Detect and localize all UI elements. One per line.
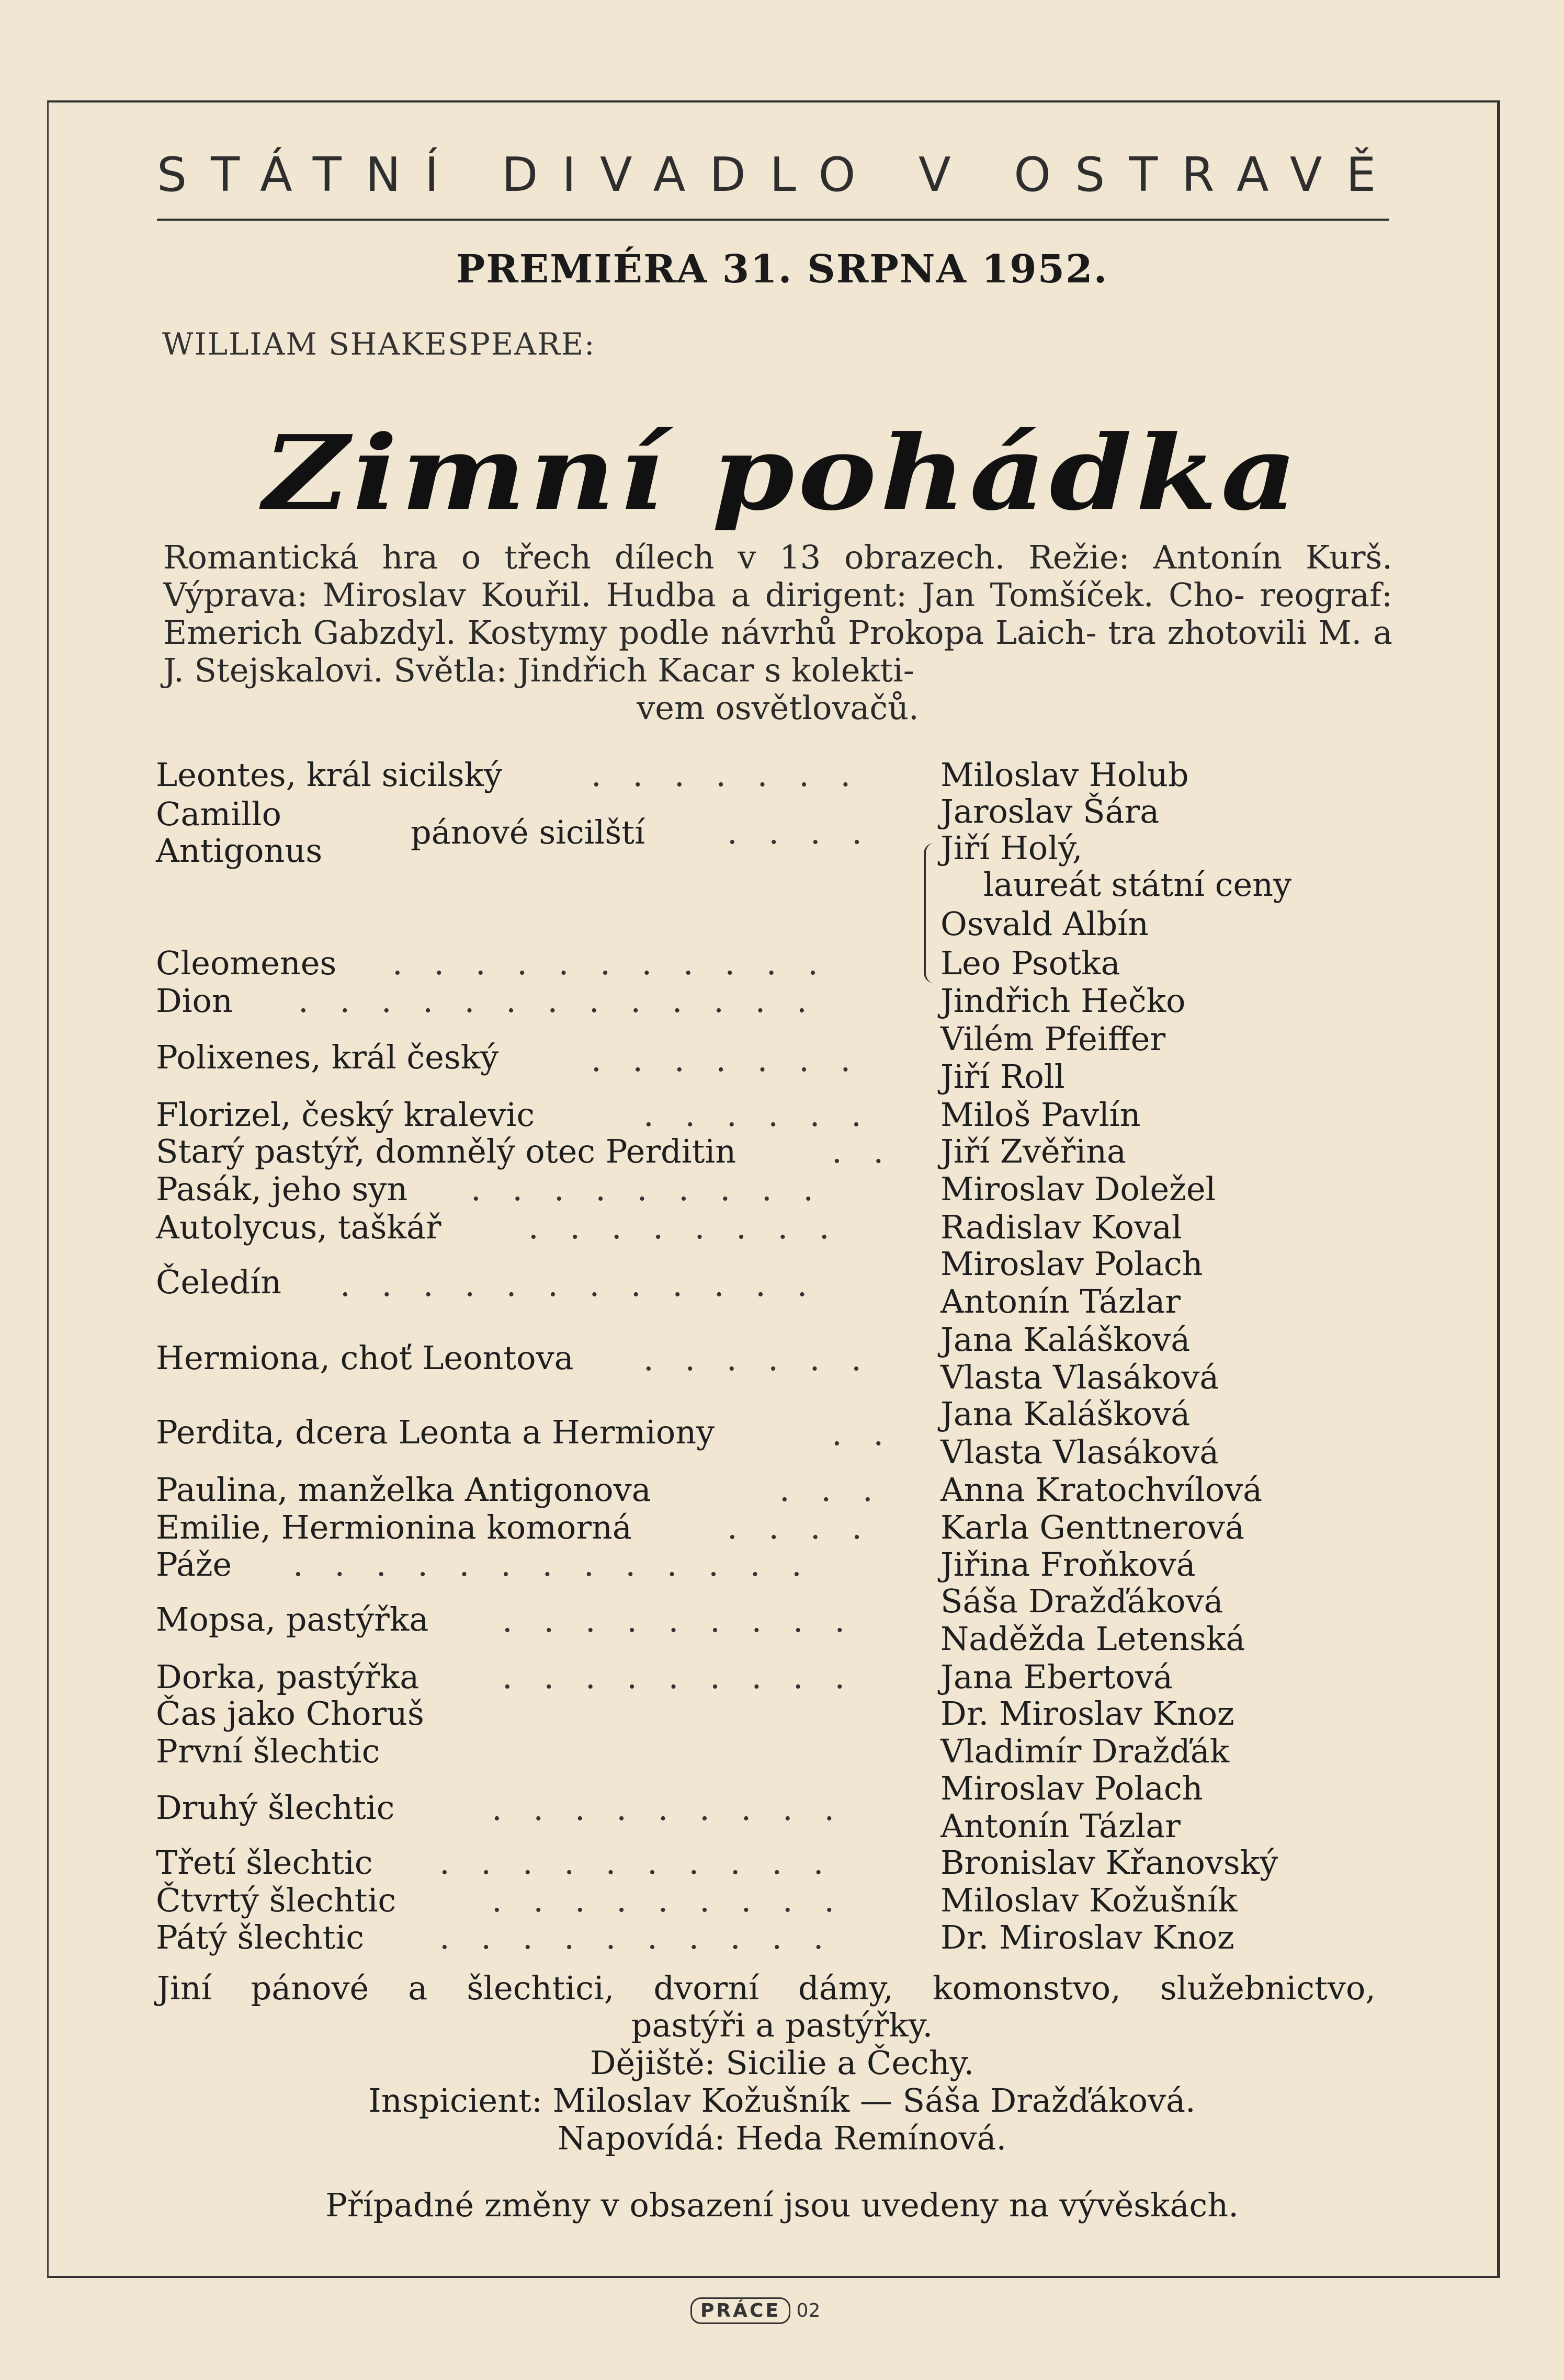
- actor-name: Jiří Holý,: [940, 829, 1083, 867]
- prompter: Napovídá: Heda Remínová.: [557, 2119, 1007, 2157]
- print-code: 02: [796, 2300, 821, 2321]
- role-name: Pasák, jeho syn: [156, 1170, 408, 1208]
- leader-dots: . . . . . . . . .: [502, 1601, 856, 1639]
- role-name: Páže: [156, 1545, 232, 1584]
- actor-name: Jana Ebertová: [940, 1658, 1173, 1696]
- role-name: Druhý šlechtic: [156, 1789, 395, 1827]
- print-mark: [690, 2300, 820, 2321]
- role-name: Dion: [156, 982, 233, 1020]
- author: WILLIAM SHAKESPEARE:: [162, 326, 596, 362]
- leader-dots: . . . . . .: [643, 1096, 872, 1134]
- role-name: Antigonus: [156, 832, 323, 870]
- role-name: Paulina, manželka Antigonova: [156, 1471, 651, 1509]
- actor-name: Anna Kratochvílová: [940, 1471, 1263, 1509]
- actor-name: Miroslav Polach: [940, 1245, 1203, 1283]
- brace: [924, 843, 937, 983]
- actor-name: Miroslav Polach: [940, 1769, 1203, 1807]
- credits-line: reograf: Emerich Gabzdyl. Kostymy podle návrhů Prokopa Laich-: [163, 576, 1392, 652]
- production-credits: [163, 539, 1392, 727]
- leader-dots: . . . . . . . . . . . . .: [293, 1545, 812, 1584]
- actor-name: Vladimír Dražďák: [940, 1732, 1230, 1770]
- leader-dots: . .: [832, 1415, 894, 1453]
- credits-line: tra zhotovili M. a J. Stejskalovi. Světla: Jindřich Kacar s kolekti-: [163, 613, 1392, 689]
- actor-name: Antonín Tázlar: [940, 1807, 1181, 1845]
- leader-dots: . . . . . . . . .: [492, 1881, 845, 1919]
- role-name: Dorka, pastýřka: [156, 1658, 420, 1696]
- actor-name: Jana Kalášková: [940, 1320, 1191, 1359]
- role-name: Camillo: [156, 795, 282, 833]
- actor-name: Jiří Roll: [940, 1057, 1065, 1096]
- leader-dots: . . . . . . . . . .: [439, 1918, 834, 1956]
- theatre-name: STÁTNÍ DIVADLO V OSTRAVĚ: [157, 147, 1400, 202]
- leader-dots: . . . . . . . . .: [502, 1658, 856, 1696]
- role-name: Mopsa, pastýřka: [156, 1600, 429, 1638]
- actor-name: Miroslav Doležel: [940, 1170, 1216, 1208]
- actor-name: Jana Kalášková: [940, 1395, 1191, 1433]
- leader-dots: . . . . . . . .: [528, 1208, 840, 1246]
- leader-dots: . . .: [779, 1471, 883, 1509]
- role-name: Perdita, dcera Leonta a Hermiony: [156, 1413, 715, 1451]
- actor-name: Vlasta Vlasáková: [940, 1358, 1219, 1396]
- leader-dots: . . . . . . . . . .: [439, 1843, 834, 1882]
- leader-dots: . . . . . . .: [591, 756, 862, 794]
- actor-name: Karla Genttnerová: [940, 1508, 1244, 1546]
- role-name: Florizel, český kralevic: [156, 1096, 535, 1134]
- role-name: Třetí šlechtic: [156, 1843, 373, 1882]
- leader-dots: . . . .: [727, 1508, 872, 1546]
- actor-name: Radislav Koval: [940, 1208, 1182, 1246]
- extras-line: pastýři a pastýřky.: [631, 2006, 933, 2044]
- play-title: Zimní pohádka: [263, 413, 1301, 533]
- role-name: Emilie, Hermionina komorná: [156, 1508, 632, 1546]
- actor-note: laureát státní ceny: [983, 866, 1292, 904]
- leader-dots: . . . . . . . . . . . . .: [298, 982, 818, 1020]
- actor-name: Dr. Miroslav Knoz: [940, 1918, 1234, 1956]
- actor-name: Dr. Miroslav Knoz: [940, 1694, 1234, 1733]
- header-rule: [157, 219, 1389, 221]
- role-name: Čeledín: [156, 1263, 282, 1301]
- credits-line: vem osvětlovačů.: [637, 689, 919, 727]
- setting: Dějiště: Sicilie a Čechy.: [590, 2044, 974, 2082]
- leader-dots: . . . . . . . . .: [492, 1790, 845, 1828]
- leader-dots: . . . .: [727, 813, 872, 851]
- role-name: Leontes, král sicilský: [156, 756, 503, 794]
- role-name: První šlechtic: [156, 1732, 380, 1770]
- credits-line: Výprava: Miroslav Kouřil. Hudba a dirigent: Jan Tomšíček. Cho-: [163, 576, 1245, 614]
- premiere-date: PREMIÉRA 31. SRPNA 1952.: [456, 247, 1108, 292]
- credits-line: Romantická hra o třech dílech v 13 obrazech. Režie: Antonín Kurš.: [163, 538, 1392, 576]
- actor-name: Osvald Albín: [940, 905, 1149, 943]
- actor-name: Miloslav Kožušník: [940, 1881, 1238, 1919]
- actor-name: Leo Psotka: [940, 944, 1120, 982]
- role-group: pánové sicilští: [411, 813, 645, 851]
- extras-line: Jiní pánové a šlechtici, dvorní dámy, komonstvo, služebnictvo,: [157, 1969, 1376, 2007]
- leader-dots: . .: [832, 1132, 894, 1170]
- role-name: Starý pastýř, domnělý otec Perditin: [156, 1132, 736, 1170]
- actor-name: Bronislav Křanovský: [940, 1843, 1278, 1882]
- role-name: Autolycus, taškář: [156, 1208, 441, 1246]
- role-name: Pátý šlechtic: [156, 1918, 365, 1956]
- cast-change-notice: Případné změny v obsazení jsou uvedeny na vývěskách.: [325, 2186, 1239, 2224]
- actor-name: Miloš Pavlín: [940, 1096, 1141, 1134]
- actor-name: Jiřina Froňková: [940, 1545, 1196, 1584]
- leader-dots: . . . . . . . . .: [471, 1170, 824, 1208]
- role-name: Polixenes, král český: [156, 1038, 499, 1076]
- actor-name: Miloslav Holub: [940, 756, 1189, 794]
- role-name: Čas jako Choruš: [156, 1694, 424, 1733]
- actor-name: Vilém Pfeiffer: [940, 1020, 1166, 1058]
- actor-name: Sáša Dražďáková: [940, 1582, 1223, 1620]
- actor-name: Antonín Tázlar: [940, 1282, 1181, 1320]
- leader-dots: . . . . . . . . . . . .: [340, 1266, 818, 1304]
- role-name: Čtvrtý šlechtic: [156, 1881, 396, 1919]
- actor-name: Vlasta Vlasáková: [940, 1433, 1219, 1471]
- leader-dots: . . . . . .: [643, 1340, 872, 1378]
- actor-name: Naděžda Letenská: [940, 1620, 1245, 1658]
- printer-logo: PRÁCE: [690, 2297, 790, 2324]
- actor-name: Jaroslav Šára: [940, 792, 1160, 830]
- leader-dots: . . . . . . .: [591, 1041, 862, 1079]
- leader-dots: . . . . . . . . . . .: [392, 944, 829, 982]
- actor-name: Jindřich Hečko: [940, 982, 1186, 1020]
- stage-manager: Inspicient: Miloslav Kožušník — Sáša Dražďáková.: [368, 2081, 1196, 2120]
- role-name: Cleomenes: [156, 944, 337, 982]
- actor-name: Jiří Zvěřina: [940, 1132, 1127, 1170]
- role-name: Hermiona, choť Leontova: [156, 1339, 574, 1377]
